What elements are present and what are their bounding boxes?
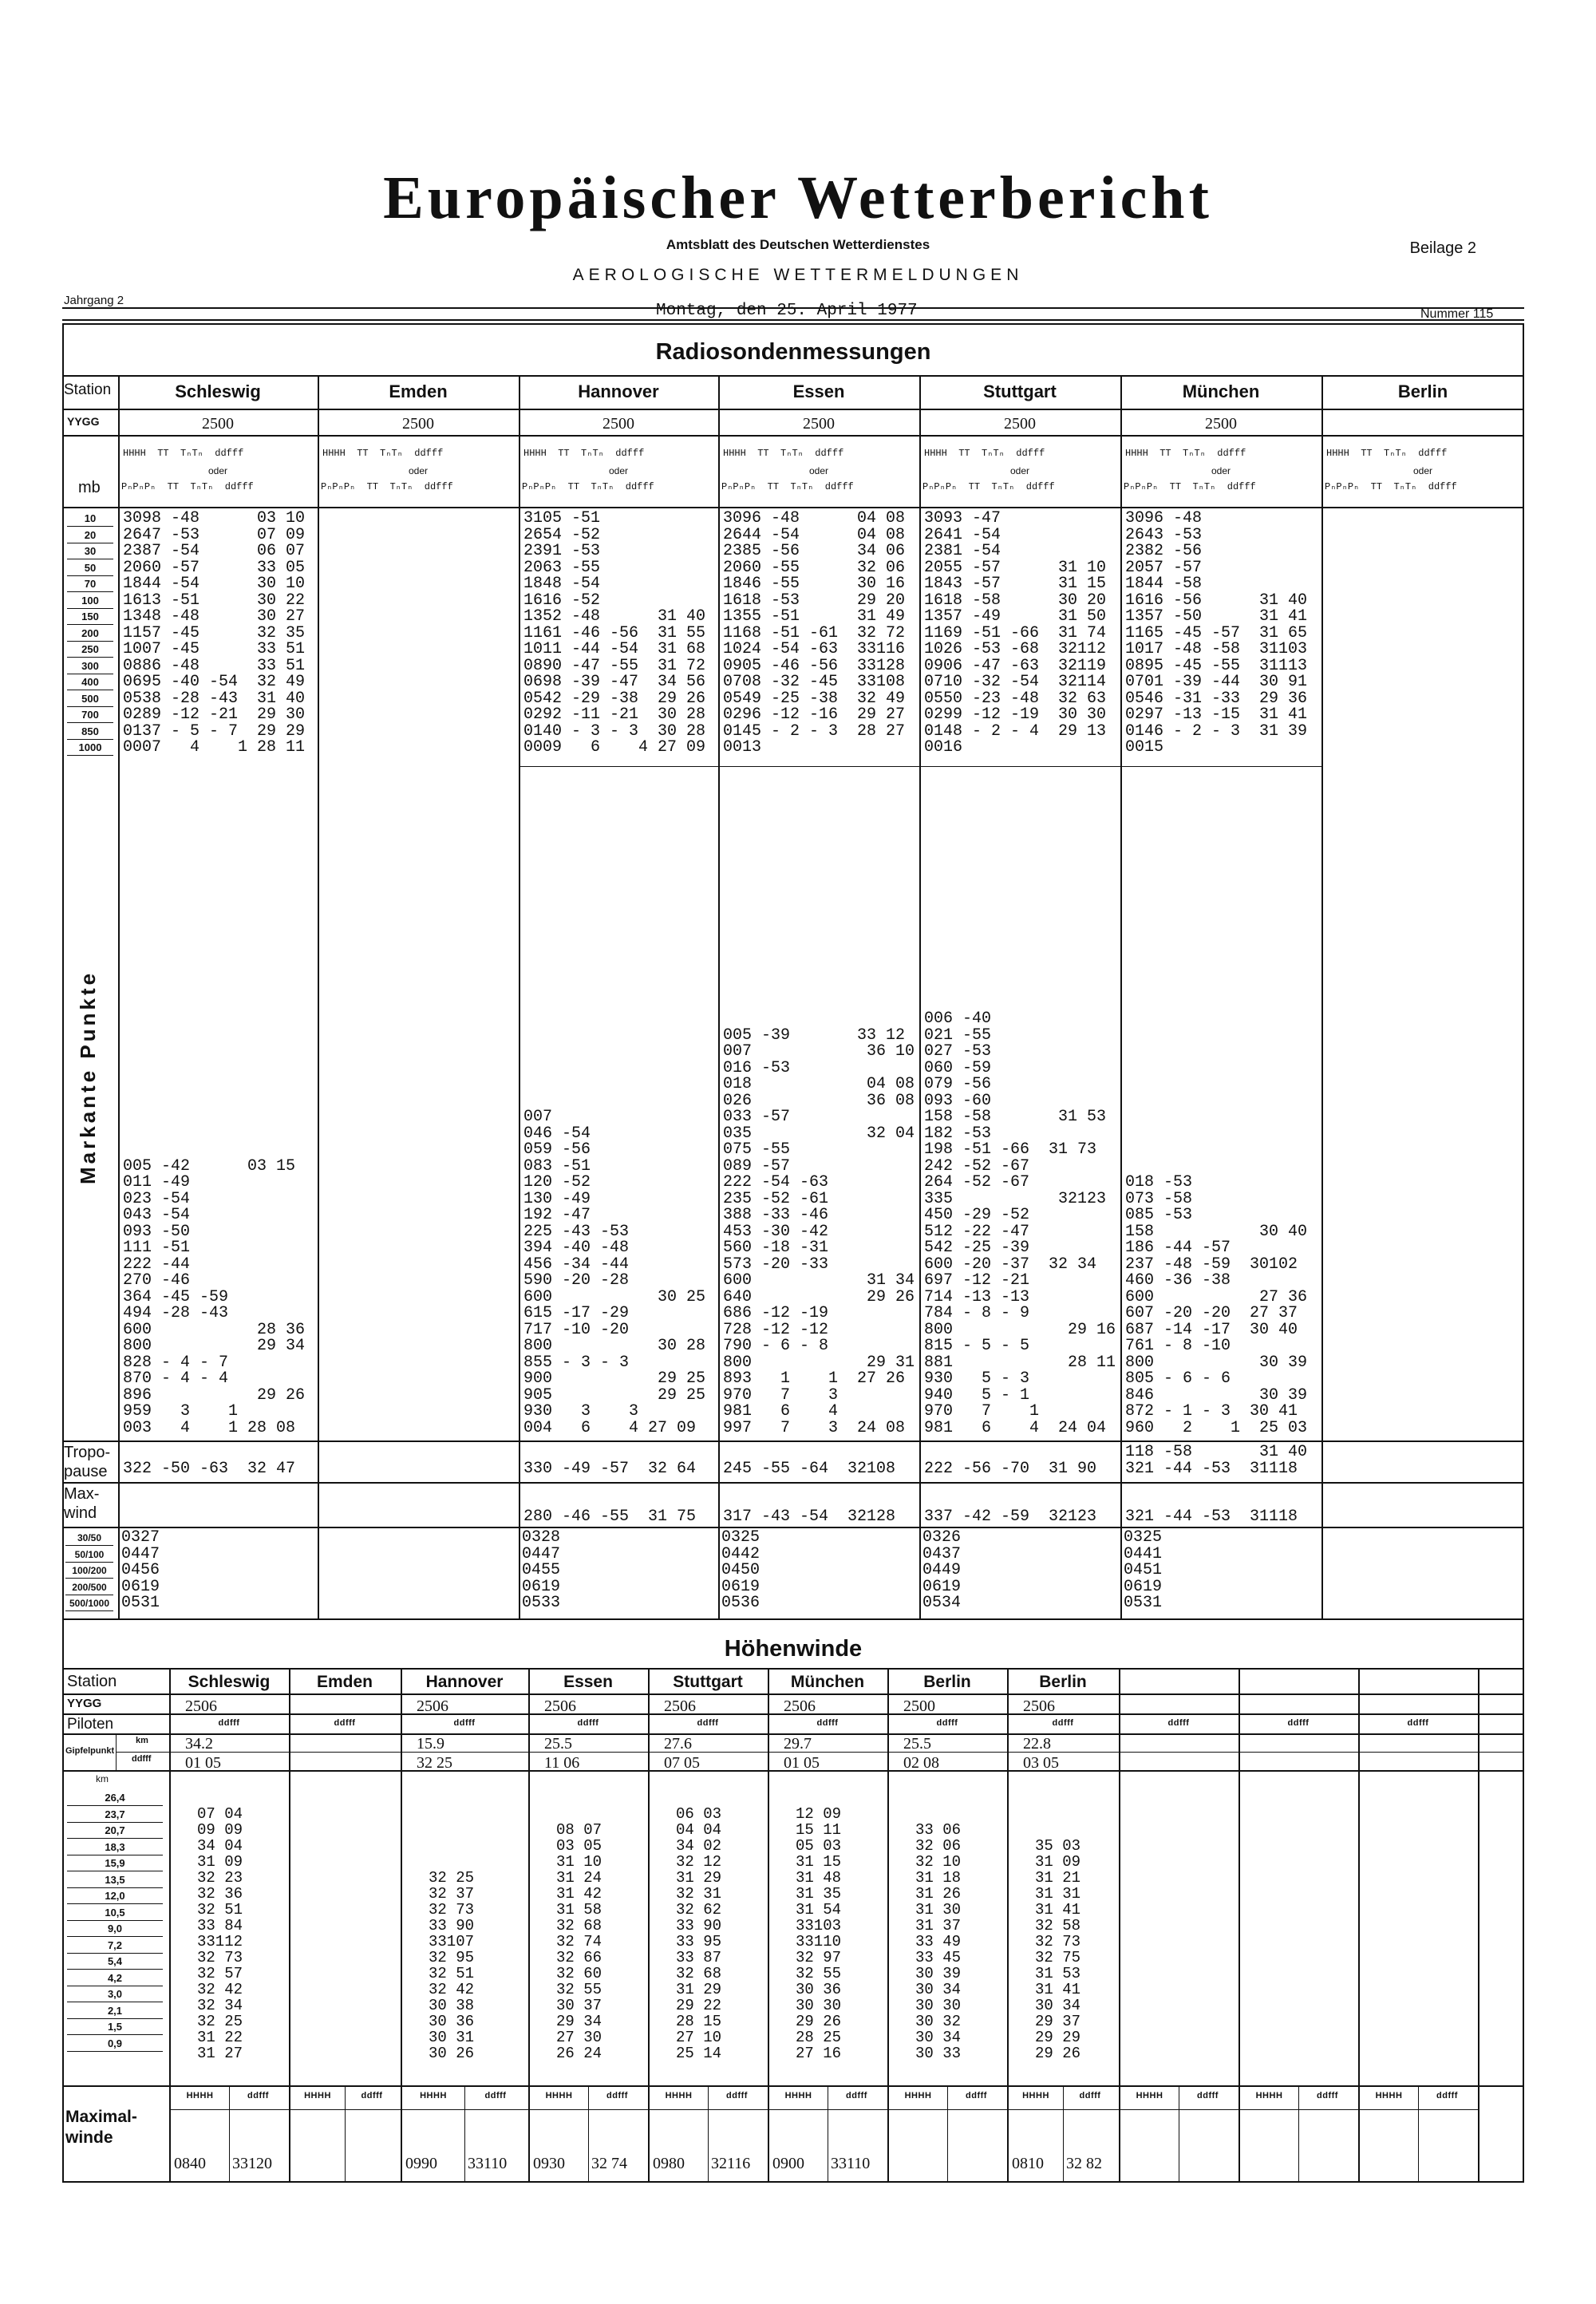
hoehenwinde-rule — [62, 2085, 1524, 2087]
maxwind-ddfff-header: ddfff — [1317, 2091, 1338, 2100]
pressure-level: 70 — [67, 576, 113, 592]
gipfel-ddfff: 01 05 — [185, 1754, 221, 1772]
pressure-level: 100 — [67, 593, 113, 609]
maxwind-hhhh: 0840 — [174, 2155, 206, 2172]
issue-number: Nummer 115 — [1420, 307, 1494, 321]
pressure-level: 300 — [67, 658, 113, 674]
column-header-top: HHHH TT TₙTₙ ddfff — [322, 448, 444, 459]
piloten-ddfff-header: ddfff — [1052, 1718, 1074, 1728]
maxwind-hhhh-header: HHHH — [1375, 2091, 1403, 2100]
tropopause-label: Tropo-pause — [64, 1444, 111, 1480]
maxwind-ddfff: 33110 — [468, 2155, 508, 2172]
gipfel-km: 15.9 — [417, 1735, 444, 1753]
hoehenwinde-rule — [62, 1668, 1524, 1670]
standard-level-data: 3093 -47 2641 -54 2381 -54 2055 -57 31 10 1843 -57 31 15 1618 -58 30 20 1357 -49 31 50 1169 -51 -66 31 74 1026 -53 -68 32112 0906 -47 -63 32119 0710 -32 -54 32114 0550 -23 -48 32 63 0299 -12 -19 30 30 0148 - 2 - 4 29 13 0016 — [924, 509, 1107, 757]
piloten-ddfff-header: ddfff — [816, 1718, 839, 1728]
significant-point-data: 006 -40 021 -55 027 -53 060 -59 079 -56 093 -60 158 -58 31 53 182 -53 198 -51 -66 31 73 242 -52 -67 264 -52 -67 335 32123 450 -29 -52 512 -22 -47 542 -25 -39 600 -20 -37 32 34 697 -12 -21 714 -13 -13 784 - 8 - 9 800 29 16 815 - 5 - 5 881 28 11 930 5 - 3 940 5 - 1 970 7 1 981 6 4 24 04 — [924, 1010, 1116, 1437]
station-name-essen: Essen — [792, 381, 845, 401]
piloten-ddfff-header: ddfff — [218, 1718, 240, 1728]
hoehenwinde-col-rule — [1007, 1668, 1009, 2183]
station-yygg: 2500 — [1004, 415, 1036, 433]
piloten-ddfff-header: ddfff — [1167, 1718, 1190, 1728]
maxwind-split-rule — [345, 2085, 346, 2183]
hw-level: 15,9 — [67, 1855, 163, 1871]
hw-level: 13,5 — [67, 1872, 163, 1888]
hw-level: 23,7 — [67, 1807, 163, 1823]
hw-yygg-label: YYGG — [67, 1697, 102, 1710]
hoehenwinde-col-rule — [1238, 1668, 1240, 2183]
hoehenwinde-col-rule — [169, 1668, 171, 2183]
maxwind-split-rule — [588, 2085, 589, 2183]
significant-point-data: 005 -39 33 12 007 36 10 016 -53 018 04 08 026 36 08 033 -57 035 32 04 075 -55 089 -57 222 -54 -63 235 -52 -61 388 -33 -46 453 -30 -42 560 -18 -31 573 -20 -33 600 31 34 640 29 26 686 -12 -19 728 -12 -12 790 - 6 - 8 800 29 31 893 1 1 27 26 970 7 3 981 6 4 997 7 3 24 08 — [723, 1026, 915, 1437]
hw-wind-column: 32 25 32 37 32 73 33 90 33107 32 95 32 51 32 42 30 38 30 36 30 31 30 26 — [429, 1869, 475, 2062]
hw-level: 7,2 — [67, 1938, 163, 1954]
pressure-level: 250 — [67, 642, 113, 658]
gipfel-ddfff: 11 06 — [544, 1754, 580, 1772]
station-name-stuttgart: Stuttgart — [983, 381, 1057, 401]
pressure-level: 30 — [67, 543, 113, 559]
standard-level-data: 3098 -48 03 10 2647 -53 07 09 2387 -54 06 07 2060 -57 33 05 1844 -54 30 10 1613 -51 30 22 1348 -48 30 27 1157 -45 32 35 1007 -45 33 51 0886 -48 33 51 0695 -40 -54 32 49 0538 -28 -43 31 40 0289 -12 -21 29 30 0137 - 5 - 7 29 29 0007 4 1 28 11 — [123, 509, 306, 757]
layer-label: 50/100 — [65, 1547, 113, 1563]
gipfel-km-label: km — [136, 1736, 148, 1745]
significant-point-data: 018 -53 073 -58 085 -53 158 30 40 186 -44 -57 237 -48 -59 30102 460 -36 -38 600 27 36 607 -20 -20 27 37 687 -14 -17 30 40 761 - 8 -10 800 30 39 805 - 6 - 6 846 30 39 872 - 1 - 3 30 41 960 2 1 25 03 — [1125, 1173, 1308, 1437]
standard-level-data: 3105 -51 2654 -52 2391 -53 2063 -55 1848 -54 1616 -52 1352 -48 31 40 1161 -46 -56 31 55 1011 -44 -54 31 68 0890 -47 -55 31 72 0698 -39 -47 34 56 0542 -29 -38 29 26 0292 -11 -21 30 28 0140 - 3 - 3 30 28 0009 6 4 27 09 — [523, 509, 706, 757]
maxwind-hhhh-header: HHHH — [545, 2091, 573, 2100]
hw-level: 20,7 — [67, 1823, 163, 1839]
supplement-label: Beilage 2 — [1409, 239, 1476, 257]
gipfel-km: 34.2 — [185, 1735, 213, 1753]
column-header-bottom: PₙPₙPₙ TT TₙTₙ ddfff — [121, 481, 254, 492]
hoehenwinde-col-rule — [768, 1668, 769, 2183]
maxwind-data: 280 -46 -55 31 75 — [523, 1508, 697, 1526]
hw-station-name: München — [790, 1673, 865, 1691]
column-header-bottom: PₙPₙPₙ TT TₙTₙ ddfff — [721, 481, 854, 492]
hoehenwinde-rule — [62, 1693, 1524, 1695]
maximalwinde-label: Maximal-winde — [65, 2108, 137, 2147]
hw-yygg: 2506 — [185, 1697, 217, 1715]
maxwind-split-rule — [229, 2085, 230, 2183]
maxwind-hhhh: 0900 — [772, 2155, 804, 2172]
hw-wind-column: 35 03 31 09 31 21 31 31 31 41 32 58 32 73 32 75 31 53 31 41 30 34 29 37 29 29 29 26 — [1035, 1837, 1081, 2062]
column-header-bottom: PₙPₙPₙ TT TₙTₙ ddfff — [1124, 481, 1256, 492]
column-header-bottom: PₙPₙPₙ TT TₙTₙ ddfff — [922, 481, 1055, 492]
hw-station-name: Berlin — [1039, 1673, 1087, 1691]
maxwind-hhhh: 0990 — [405, 2155, 437, 2172]
maxwind-ddfff: 33110 — [831, 2155, 871, 2172]
gipfel-km: 29.7 — [784, 1735, 812, 1753]
hw-km-label: km — [96, 1773, 109, 1784]
hoehenwinde-col-rule — [1119, 1668, 1120, 2183]
pressure-level: 850 — [67, 724, 113, 740]
tropopause-data: 222 -56 -70 31 90 — [924, 1459, 1097, 1478]
hoehenwinde-thin-rule — [116, 1752, 1524, 1753]
piloten-ddfff-header: ddfff — [936, 1718, 958, 1728]
maxwind-split-rule — [947, 2085, 948, 2183]
layer-thickness-data: 0327 0447 0456 0619 0531 — [121, 1528, 160, 1612]
column-header-oder: oder — [608, 465, 629, 476]
gipfel-ddfff: 01 05 — [784, 1754, 820, 1772]
hw-level: 26,4 — [67, 1790, 163, 1806]
tropopause-data: 118 -58 31 40 321 -44 -53 31118 — [1125, 1443, 1308, 1478]
significant-points-label: Markante Punkte — [76, 970, 100, 1185]
column-header-top: HHHH TT TₙTₙ ddfff — [924, 448, 1045, 459]
column-header-oder: oder — [207, 465, 228, 476]
maxwind-ddfff-header: ddfff — [1436, 2091, 1458, 2100]
gipfel-ddfff: 02 08 — [903, 1754, 939, 1772]
piloten-ddfff-header: ddfff — [1407, 1718, 1429, 1728]
pressure-level: 400 — [67, 674, 113, 690]
gipfel-ddfff-label: ddfff — [132, 1754, 152, 1764]
maxwind-hhhh-header: HHHH — [1136, 2091, 1163, 2100]
hw-level: 3,0 — [67, 1986, 163, 2002]
maxwind-hhhh-header: HHHH — [186, 2091, 214, 2100]
layer-label: 30/50 — [65, 1530, 113, 1546]
pressure-level: 1000 — [67, 740, 113, 756]
column-header-top: HHHH TT TₙTₙ ddfff — [1125, 448, 1246, 459]
hw-wind-column: 08 07 03 05 31 10 31 24 31 42 31 58 32 68 32 74 32 66 32 60 32 55 30 37 29 34 27 30 26 24 — [556, 1821, 602, 2062]
hw-station-name: Hannover — [425, 1673, 504, 1691]
maxwind-hhhh-header: HHHH — [665, 2091, 693, 2100]
hoehenwinde-col-rule — [289, 1668, 290, 2183]
maxwind-split-rule — [1298, 2085, 1299, 2183]
significant-point-data: 007 046 -54 059 -56 083 -51 120 -52 130 -49 192 -47 225 -43 -53 394 -40 -48 456 -34 -44 590 -20 -28 600 30 25 615 -17 -29 717 -10 -20 800 30 28 855 - 3 - 3 900 29 25 905 29 25 930 3 3 004 6 4 27 09 — [523, 1108, 706, 1437]
station-label: Station — [64, 381, 112, 398]
gipfel-ddfff: 03 05 — [1023, 1754, 1059, 1772]
hw-level: 9,0 — [67, 1921, 163, 1937]
piloten-ddfff-header: ddfff — [1287, 1718, 1310, 1728]
maxwind-ddfff: 32 74 — [591, 2155, 627, 2172]
gipfel-ddfff: 32 25 — [417, 1754, 452, 1772]
maxwind-hhhh-header: HHHH — [1022, 2091, 1049, 2100]
layer-label: 100/200 — [65, 1563, 113, 1579]
gipfel-km: 25.5 — [903, 1735, 931, 1753]
standard-level-data: 3096 -48 04 08 2644 -54 04 08 2385 -56 34 06 2060 -55 32 06 1846 -55 30 16 1618 -53 29 20 1355 -51 31 49 1168 -51 -61 32 72 1024 -54 -63 33116 0905 -46 -56 33128 0708 -32 -45 33108 0549 -25 -38 32 49 0296 -12 -16 29 27 0145 - 2 - 3 28 27 0013 — [723, 509, 906, 757]
hoehenwinde-col-rule — [1478, 1668, 1479, 2183]
station-yygg: 2500 — [803, 415, 835, 433]
piloten-ddfff-header: ddfff — [334, 1718, 356, 1728]
hw-wind-column: 12 09 15 11 05 03 31 15 31 48 31 35 31 54 33103 33110 32 97 32 55 30 36 30 30 29 26 28 25 27 16 — [796, 1805, 842, 2062]
column-header-oder: oder — [1009, 465, 1030, 476]
layer-label: 500/1000 — [65, 1595, 113, 1611]
tropopause-data: 245 -55 -64 32108 — [723, 1459, 896, 1478]
pressure-level: 50 — [67, 560, 113, 576]
hoehenwinde-thin-rule — [169, 2109, 1478, 2110]
maxwind-ddfff: 32116 — [711, 2155, 751, 2172]
maxwind-hhhh-header: HHHH — [304, 2091, 331, 2100]
document-title: Europäischer Wetterbericht — [383, 164, 1213, 231]
column-header-bottom: PₙPₙPₙ TT TₙTₙ ddfff — [522, 481, 654, 492]
maxwind-data: 321 -44 -53 31118 — [1125, 1508, 1298, 1526]
hoehenwinde-col-rule — [648, 1668, 650, 2183]
gipfel-km: 27.6 — [664, 1735, 692, 1753]
hw-yygg: 2506 — [784, 1697, 816, 1715]
layer-thickness-data: 0325 0442 0450 0619 0536 — [721, 1528, 760, 1612]
maxwind-ddfff-header: ddfff — [1197, 2091, 1219, 2100]
maxwind-label: Max-wind — [64, 1485, 100, 1522]
hw-wind-column: 07 04 09 09 34 04 31 09 32 23 32 36 32 51 33 84 33112 32 73 32 57 32 42 32 34 32 25 31 22 31 27 — [197, 1805, 243, 2062]
issue-date: Montag, den 25. April 1977 — [656, 302, 918, 320]
maxwind-hhhh-header: HHHH — [1255, 2091, 1283, 2100]
station-yygg: 2500 — [602, 415, 634, 433]
pressure-level: 700 — [67, 707, 113, 723]
hw-station-name: Schleswig — [188, 1673, 271, 1691]
column-header-oder: oder — [1211, 465, 1231, 476]
pressure-level: 500 — [67, 691, 113, 707]
hw-level: 0,9 — [67, 2036, 163, 2052]
hw-level: 12,0 — [67, 1888, 163, 1904]
gipfel-ddfff: 07 05 — [664, 1754, 700, 1772]
layer-thickness-data: 0328 0447 0455 0619 0533 — [522, 1528, 561, 1612]
hw-wind-column: 06 03 04 04 34 02 32 12 31 29 32 31 32 62 33 90 33 95 33 87 32 68 31 29 29 22 28 15 27 10 25 14 — [676, 1805, 722, 2062]
maxwind-hhhh: 0810 — [1012, 2155, 1044, 2172]
station-name-schleswig: Schleswig — [175, 381, 261, 401]
column-header-top: HHHH TT TₙTₙ ddfff — [1326, 448, 1448, 459]
gipfel-split-rule — [116, 1733, 117, 1770]
piloten-label: Piloten — [67, 1716, 114, 1733]
maxwind-ddfff-header: ddfff — [361, 2091, 383, 2100]
hoehenwinde-col-rule — [528, 1668, 530, 2183]
station-yygg: 2500 — [202, 415, 234, 433]
piloten-ddfff-header: ddfff — [697, 1718, 719, 1728]
mb-label: mb — [78, 479, 101, 496]
hw-yygg: 2506 — [417, 1697, 448, 1715]
hw-station-name: Emden — [316, 1673, 373, 1691]
station-name-münchen: München — [1182, 381, 1260, 401]
maxwind-ddfff-header: ddfff — [966, 2091, 987, 2100]
maxwind-split-rule — [1063, 2085, 1064, 2183]
hw-yygg: 2506 — [544, 1697, 576, 1715]
tropopause-data: 322 -50 -63 32 47 — [123, 1459, 296, 1478]
column-header-top: HHHH TT TₙTₙ ddfff — [123, 448, 244, 459]
maxwind-hhhh-header: HHHH — [420, 2091, 447, 2100]
hw-yygg: 2506 — [664, 1697, 696, 1715]
hw-station-label: Station — [67, 1673, 117, 1690]
hw-yygg: 2500 — [903, 1697, 935, 1715]
tropopause-data: 330 -49 -57 32 64 — [523, 1459, 697, 1478]
column-header-bottom: PₙPₙPₙ TT TₙTₙ ddfff — [321, 481, 453, 492]
maxwind-ddfff-header: ddfff — [484, 2091, 507, 2100]
maxwind-ddfff: 32 82 — [1066, 2155, 1102, 2172]
maxwind-hhhh: 0930 — [533, 2155, 565, 2172]
gipfelpunkt-label: Gipfelpunkt — [65, 1746, 115, 1756]
maxwind-ddfff: 33120 — [232, 2155, 272, 2172]
station-name-emden: Emden — [389, 381, 448, 401]
pressure-level: 20 — [67, 528, 113, 543]
maxwind-ddfff-header: ddfff — [1079, 2091, 1101, 2100]
hw-level: 2,1 — [67, 2003, 163, 2019]
maxwind-ddfff-header: ddfff — [846, 2091, 867, 2100]
hw-level: 18,3 — [67, 1840, 163, 1855]
maxwind-ddfff-header: ddfff — [726, 2091, 748, 2100]
significant-point-data: 005 -42 03 15 011 -49 023 -54 043 -54 093 -50 111 -51 222 -44 270 -46 364 -45 -59 494 -28 -43 600 28 36 800 29 34 828 - 4 - 7 870 - 4 - 4 896 29 26 959 3 1 003 4 1 28 08 — [123, 1156, 306, 1437]
maxwind-hhhh-header: HHHH — [784, 2091, 812, 2100]
maxwind-hhhh: 0980 — [653, 2155, 685, 2172]
hw-station-name: Essen — [563, 1673, 613, 1691]
hw-wind-column: 33 06 32 06 32 10 31 18 31 26 31 30 31 37 33 49 33 45 30 39 30 34 30 30 30 32 30 34 30 33 — [915, 1821, 962, 2062]
column-header-oder: oder — [408, 465, 429, 476]
hw-yygg: 2506 — [1023, 1697, 1055, 1715]
gipfel-km: 22.8 — [1023, 1735, 1051, 1753]
column-header-top: HHHH TT TₙTₙ ddfff — [723, 448, 844, 459]
pressure-level: 200 — [67, 626, 113, 642]
hw-level: 1,5 — [67, 2019, 163, 2035]
maxwind-split-rule — [1418, 2085, 1419, 2183]
pressure-level: 150 — [67, 609, 113, 625]
layer-thickness-data: 0326 0437 0449 0619 0534 — [922, 1528, 962, 1612]
hoehenwinde-title: Höhenwinde — [724, 1636, 863, 1662]
maxwind-hhhh-header: HHHH — [904, 2091, 932, 2100]
hw-station-name: Stuttgart — [673, 1673, 743, 1691]
hoehenwinde-col-rule — [401, 1668, 402, 2183]
column-header-oder: oder — [1412, 465, 1433, 476]
station-name-hannover: Hannover — [578, 381, 659, 401]
radiosonde-title: Radiosondenmessungen — [655, 339, 931, 365]
maxwind-ddfff-header: ddfff — [247, 2091, 269, 2100]
station-yygg: 2500 — [1205, 415, 1237, 433]
column-header-oder: oder — [808, 465, 829, 476]
column-header-top: HHHH TT TₙTₙ ddfff — [523, 448, 645, 459]
layer-label: 200/500 — [65, 1579, 113, 1595]
hw-level: 5,4 — [67, 1954, 163, 1970]
document-subtitle: Amtsblatt des Deutschen Wetterdienstes — [666, 237, 930, 252]
hw-level: 4,2 — [67, 1970, 163, 1986]
pressure-level: 10 — [67, 511, 113, 527]
gipfel-km: 25.5 — [544, 1735, 572, 1753]
maxwind-data: 317 -43 -54 32128 — [723, 1508, 896, 1526]
hw-level: 10,5 — [67, 1905, 163, 1921]
maxwind-data: 337 -42 -59 32123 — [924, 1508, 1097, 1526]
maxwind-ddfff-header: ddfff — [606, 2091, 628, 2100]
volume-label: Jahrgang 2 — [64, 294, 124, 307]
column-header-bottom: PₙPₙPₙ TT TₙTₙ ddfff — [1325, 481, 1457, 492]
station-name-berlin: Berlin — [1397, 381, 1448, 401]
yygg-label: YYGG — [67, 415, 100, 428]
hw-station-name: Berlin — [923, 1673, 971, 1691]
station-yygg: 2500 — [402, 415, 434, 433]
maxwind-split-rule — [708, 2085, 709, 2183]
piloten-ddfff-header: ddfff — [453, 1718, 476, 1728]
standard-level-data: 3096 -48 2643 -53 2382 -56 2057 -57 1844 -58 1616 -56 31 40 1357 -50 31 41 1165 -45 -57 31 65 1017 -48 -58 31103 0895 -45 -55 31113 0701 -39 -44 30 91 0546 -31 -33 29 36 0297 -13 -15 31 41 0146 - 2 - 3 31 39 0015 — [1125, 509, 1308, 757]
layer-thickness-data: 0325 0441 0451 0619 0531 — [1124, 1528, 1163, 1612]
piloten-ddfff-header: ddfff — [577, 1718, 599, 1728]
hoehenwinde-col-rule — [1358, 1668, 1360, 2183]
hoehenwinde-col-rule — [887, 1668, 889, 2183]
section-title: AEROLOGISCHE WETTERMELDUNGEN — [572, 266, 1024, 284]
maxwind-split-rule — [464, 2085, 465, 2183]
